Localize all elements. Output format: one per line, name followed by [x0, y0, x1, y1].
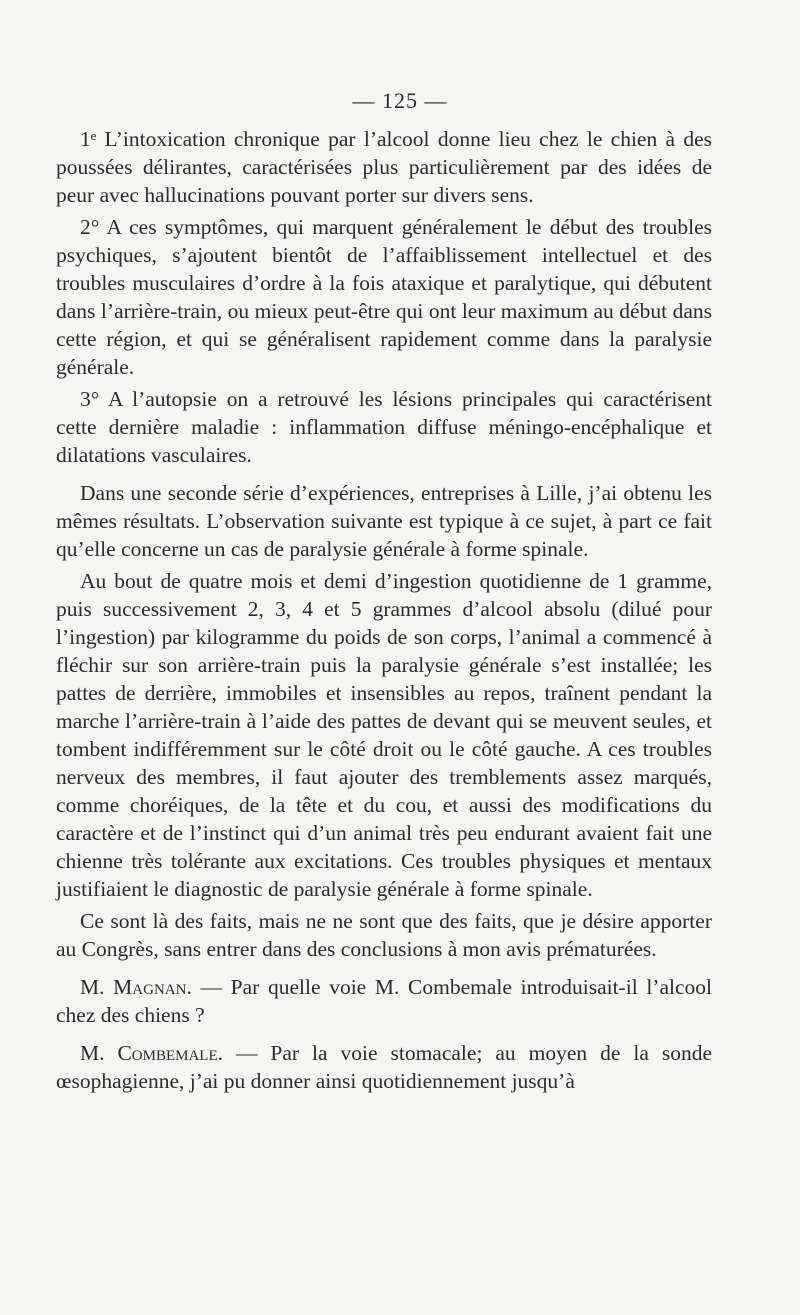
speaker-combemale: M. Combemale. — [80, 1041, 223, 1065]
paragraph-3: 3° A l’autopsie on a retrouvé les lésions principales qui caractérisent cette dernière maladie : inflammation diffuse méningo-encéphalique et dilatations vasculaires. — [56, 387, 712, 467]
paragraph-2: 2° A ces symptômes, qui marquent généralement le début des troubles psychiques, s’ajoutent bientôt de l’affaiblissement intellectuel et des troubles musculaires d’ordre à la fois ataxique et paralytique, qui débutent dans l’arrière-train, ou mieux peut-être qui ont leur maximum au début dans cette région, et qui se généralisent rapidement comme dans la paralysie générale. — [56, 215, 712, 379]
page-number: — 125 — — [352, 88, 448, 113]
dialogue-magnan — [56, 973, 712, 1029]
paragraph-4: Dans une seconde série d’expériences, entreprises à Lille, j’ai obtenu les mêmes résultats. L’observation suivante est typique à ce sujet, à part ce fait qu’elle concerne un cas de paralysie générale à forme spinale. — [56, 481, 712, 561]
paragraph-6: Ce sont là des faits, mais ne ne sont que des faits, que je désire apporter au Congrès, sans entrer dans des conclusions à mon avis prématurées. — [56, 909, 712, 961]
body-text — [56, 125, 712, 1095]
paragraph-5: Au bout de quatre mois et demi d’ingestion quotidienne de 1 gramme, puis successivement 2, 3, 4 et 5 grammes d’alcool absolu (dilué pour l’ingestion) par kilogramme du poids de son corps, l’animal a commencé à fléchir sur son arrière-train puis la paralysie générale s’est installée; les pattes de derrière, immobiles et insensibles au repos, traînent pendant la marche l’arrière-train à l’aide des pattes de devant qui se meuvent seules, et tombent indifféremment sur le côté droit ou le côté gauche. A ces troubles nerveux des membres, il faut ajouter des tremblements assez marqués, comme choréiques, de la tête et du cou, et aussi des modifications du caractère et de l’instinct qui d’un animal très peu endurant avaient fait une chienne très tolérante aux excitations. Ces troubles physiques et mentaux justifiaient le diagnostic de paralysie générale à forme spinale. — [56, 569, 712, 901]
dialogue-combemale-text: — Par la voie stomacale; au moyen de la sonde œsophagienne, j’ai pu donner ainsi quotidiennement jusqu’à — [56, 1041, 712, 1093]
paragraph-1: 1ᵉ L’intoxication chronique par l’alcool donne lieu chez le chien à des poussées délirantes, caractérisées plus particulièrement par des idées de peur avec hallucinations pouvant porter sur divers sens. — [56, 127, 712, 207]
dialogue-magnan-text: — Par quelle voie M. Combemale introduisait-il l’alcool chez des chiens ? — [56, 975, 712, 1027]
speaker-magnan: M. Magnan. — [80, 975, 192, 999]
dialogue-combemale — [56, 1039, 712, 1095]
